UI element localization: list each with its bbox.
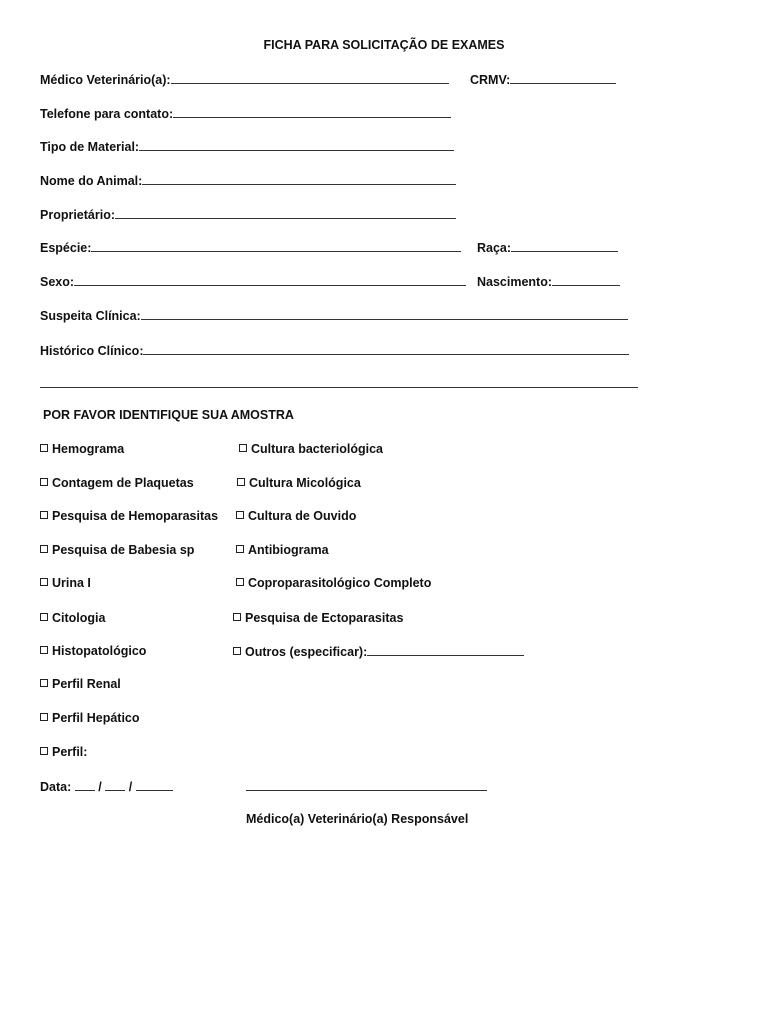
sample-section-heading: POR FAVOR IDENTIFIQUE SUA AMOSTRA bbox=[43, 408, 294, 422]
exam-cultura-ouvido[interactable] bbox=[236, 508, 356, 524]
exam-perfil[interactable] bbox=[40, 744, 87, 760]
date-separator: / bbox=[128, 780, 133, 794]
exam-label: Cultura bacteriológica bbox=[251, 442, 383, 456]
checkbox[interactable] bbox=[237, 478, 245, 486]
breed-field[interactable] bbox=[477, 239, 618, 256]
exam-label: Pesquisa de Babesia sp bbox=[52, 543, 195, 557]
outros-blank[interactable] bbox=[367, 643, 524, 656]
checkbox[interactable] bbox=[40, 511, 48, 519]
exam-perfil-renal[interactable] bbox=[40, 676, 121, 692]
checkbox[interactable] bbox=[40, 444, 48, 452]
checkbox[interactable] bbox=[40, 679, 48, 687]
checkbox[interactable] bbox=[236, 578, 244, 586]
exam-outros[interactable] bbox=[233, 643, 524, 660]
clinical-history-extra-line[interactable] bbox=[40, 387, 638, 388]
exam-histopatologico[interactable] bbox=[40, 643, 146, 659]
exam-label: Urina I bbox=[52, 576, 91, 590]
breed-blank[interactable] bbox=[511, 239, 618, 252]
clinical-suspicion-blank[interactable] bbox=[141, 307, 628, 320]
exam-label: Contagem de Plaquetas bbox=[52, 476, 194, 490]
owner-label: Proprietário: bbox=[40, 208, 116, 222]
phone-field[interactable] bbox=[40, 105, 451, 122]
clinical-suspicion-field[interactable] bbox=[40, 307, 628, 324]
owner-field[interactable] bbox=[40, 206, 456, 223]
date-month-blank[interactable] bbox=[105, 778, 125, 791]
exam-label: Outros (especificar): bbox=[245, 645, 368, 659]
date-field[interactable] bbox=[40, 778, 173, 795]
exam-cultura-bacteriologica[interactable] bbox=[239, 441, 383, 457]
exam-label: Coproparasitológico Completo bbox=[248, 576, 432, 590]
exam-perfil-hepatico[interactable] bbox=[40, 710, 140, 726]
exam-label: Pesquisa de Hemoparasitas bbox=[52, 509, 219, 523]
exam-label: Hemograma bbox=[52, 442, 125, 456]
checkbox[interactable] bbox=[233, 613, 241, 621]
crmv-field[interactable] bbox=[470, 71, 616, 88]
material-type-blank[interactable] bbox=[139, 138, 454, 151]
phone-blank[interactable] bbox=[173, 105, 451, 118]
breed-label: Raça: bbox=[477, 241, 512, 255]
date-label: Data: bbox=[40, 780, 72, 794]
birth-label: Nascimento: bbox=[477, 275, 553, 289]
checkbox[interactable] bbox=[233, 647, 241, 655]
species-label: Espécie: bbox=[40, 241, 92, 255]
birth-blank[interactable] bbox=[552, 273, 620, 286]
exam-urina[interactable] bbox=[40, 575, 91, 591]
exam-label: Pesquisa de Ectoparasitas bbox=[245, 611, 404, 625]
owner-blank[interactable] bbox=[115, 206, 456, 219]
animal-name-field[interactable] bbox=[40, 172, 456, 189]
clinical-suspicion-label: Suspeita Clínica: bbox=[40, 309, 141, 323]
exam-coproparasitologico[interactable] bbox=[236, 575, 431, 591]
exam-citologia[interactable] bbox=[40, 610, 105, 626]
animal-name-label: Nome do Animal: bbox=[40, 174, 143, 188]
clinical-history-label: Histórico Clínico: bbox=[40, 344, 144, 358]
sex-blank[interactable] bbox=[74, 273, 466, 286]
exam-antibiograma[interactable] bbox=[236, 542, 329, 558]
vet-name-blank[interactable] bbox=[171, 71, 449, 84]
checkbox[interactable] bbox=[40, 747, 48, 755]
exam-label: Cultura Micológica bbox=[249, 476, 361, 490]
crmv-blank[interactable] bbox=[510, 71, 616, 84]
exam-label: Cultura de Ouvido bbox=[248, 509, 357, 523]
exam-hemoparasitas[interactable] bbox=[40, 508, 218, 524]
exam-contagem-plaquetas[interactable] bbox=[40, 475, 194, 491]
material-type-label: Tipo de Material: bbox=[40, 140, 140, 154]
exam-ectoparasitas[interactable] bbox=[233, 610, 403, 626]
checkbox[interactable] bbox=[40, 713, 48, 721]
checkbox[interactable] bbox=[40, 578, 48, 586]
exam-label: Histopatológico bbox=[52, 644, 147, 658]
form-title: FICHA PARA SOLICITAÇÃO DE EXAMES bbox=[263, 38, 505, 52]
animal-name-blank[interactable] bbox=[142, 172, 456, 185]
exam-label: Perfil: bbox=[52, 745, 88, 759]
exam-label: Citologia bbox=[52, 611, 106, 625]
exam-hemograma[interactable] bbox=[40, 441, 124, 457]
material-type-field[interactable] bbox=[40, 138, 454, 155]
clinical-history-field[interactable] bbox=[40, 342, 629, 359]
checkbox[interactable] bbox=[40, 646, 48, 654]
crmv-label: CRMV: bbox=[470, 73, 511, 87]
checkbox[interactable] bbox=[239, 444, 247, 452]
phone-label: Telefone para contato: bbox=[40, 107, 174, 121]
checkbox[interactable] bbox=[40, 545, 48, 553]
exam-label: Perfil Renal bbox=[52, 677, 121, 691]
checkbox[interactable] bbox=[236, 511, 244, 519]
exam-babesia[interactable] bbox=[40, 542, 194, 558]
birth-field[interactable] bbox=[477, 273, 620, 290]
signature-line[interactable] bbox=[246, 778, 487, 795]
exam-cultura-micologica[interactable] bbox=[237, 475, 361, 491]
sex-field[interactable] bbox=[40, 273, 466, 290]
date-separator: / bbox=[98, 780, 102, 794]
species-field[interactable] bbox=[40, 239, 461, 256]
vet-name-label: Médico Veterinário(a): bbox=[40, 73, 171, 87]
date-day-blank[interactable] bbox=[75, 778, 95, 791]
clinical-history-blank[interactable] bbox=[143, 342, 629, 355]
checkbox[interactable] bbox=[40, 478, 48, 486]
exam-label: Antibiograma bbox=[248, 543, 329, 557]
date-year-blank[interactable] bbox=[136, 778, 173, 791]
sex-label: Sexo: bbox=[40, 275, 75, 289]
signature-blank[interactable] bbox=[246, 778, 487, 791]
signature-label: Médico(a) Veterinário(a) Responsável bbox=[246, 812, 469, 826]
species-blank[interactable] bbox=[91, 239, 461, 252]
checkbox[interactable] bbox=[40, 613, 48, 621]
checkbox[interactable] bbox=[236, 545, 244, 553]
exam-label: Perfil Hepático bbox=[52, 711, 140, 725]
vet-name-field[interactable] bbox=[40, 71, 449, 88]
